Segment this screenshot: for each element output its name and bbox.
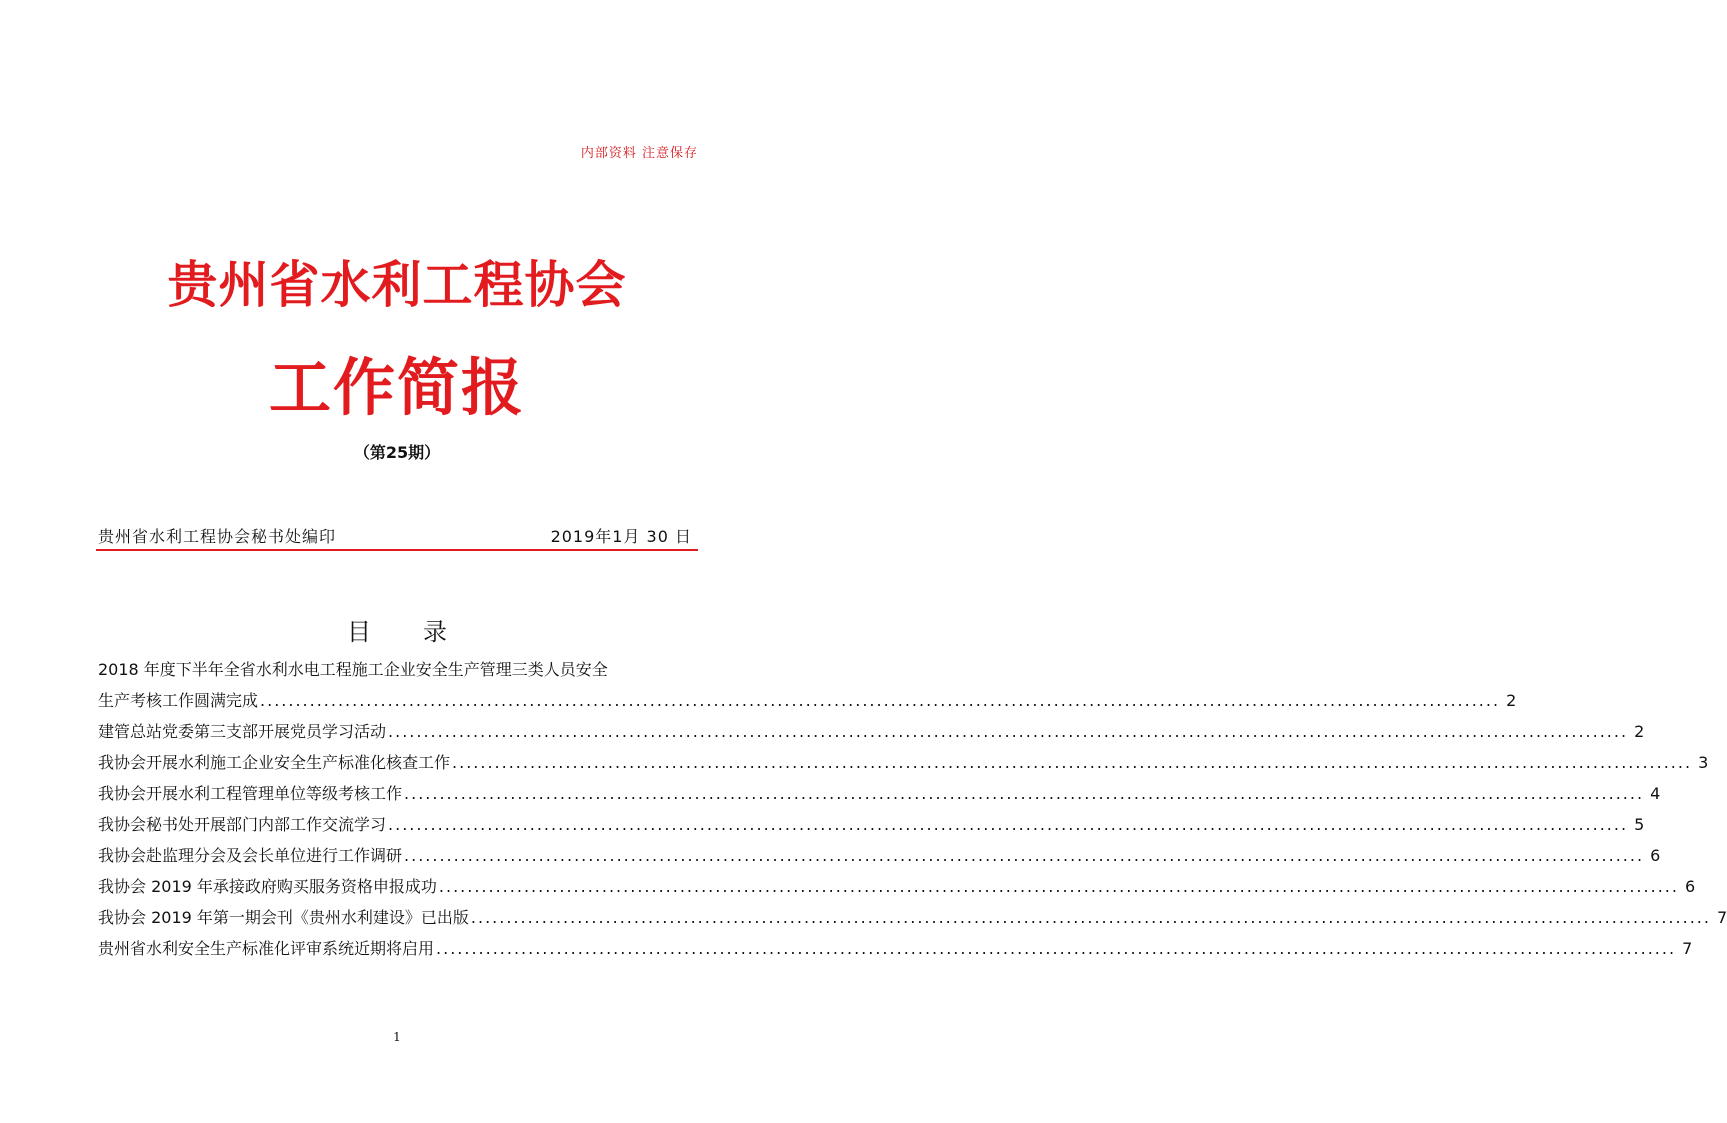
toc-item-title: 我协会开展水利施工企业安全生产标准化核查工作 — [98, 753, 451, 772]
toc-item-title: 我协会赴监理分会及会长单位进行工作调研 — [98, 846, 403, 865]
toc-leader-dots — [436, 933, 1676, 964]
toc-item-page: 5 — [1634, 815, 1645, 834]
red-divider — [96, 549, 698, 551]
toc-item-page: 4 — [1650, 784, 1661, 803]
toc-item-title: 贵州省水利安全生产标准化评审系统近期将启用 — [98, 939, 435, 958]
toc-item-8[interactable] — [98, 902, 1727, 933]
toc-heading — [0, 612, 794, 647]
toc-item-7[interactable] — [98, 871, 1696, 902]
issue-number: （第25期） — [353, 443, 441, 462]
toc-item-page: 6 — [1650, 846, 1661, 865]
toc-item-4[interactable] — [98, 778, 1661, 809]
toc-item-title: 生产考核工作圆满完成 — [98, 691, 259, 710]
page-number: 1 — [393, 1030, 401, 1044]
bulletin-title: 工作简报 — [268, 351, 525, 424]
toc-item-page: 6 — [1684, 877, 1696, 896]
table-of-contents — [98, 654, 1727, 964]
toc-item-page: 2 — [1634, 722, 1645, 741]
toc-item-title: 我协会开展水利工程管理单位等级考核工作 — [98, 784, 403, 803]
toc-item-5[interactable] — [98, 809, 1645, 840]
compiled-by: 贵州省水利工程协会秘书处编印 — [98, 527, 337, 546]
toc-item-1-line-1[interactable] — [98, 654, 696, 685]
toc-leader-dots — [260, 685, 1500, 716]
toc-item-title: 我协会 2019 年第一期会刊《贵州水利建设》已出版 — [98, 908, 469, 927]
toc-leader-dots — [471, 902, 1711, 933]
toc-item-title: 我协会 2019 年承接政府购买服务资格申报成功 — [98, 877, 437, 896]
toc-item-page: 7 — [1682, 939, 1693, 958]
toc-leader-dots — [439, 871, 1679, 902]
toc-leader-dots — [404, 778, 1644, 809]
publish-date: 2019年1月 30 日 — [550, 527, 692, 546]
toc-heading-char-2: 录 — [423, 618, 447, 646]
toc-heading-char-1: 目 — [347, 618, 371, 646]
toc-leader-dots — [388, 809, 1628, 840]
toc-item-2[interactable] — [98, 716, 1645, 747]
toc-leader-dots — [452, 747, 1692, 778]
toc-leader-dots — [404, 840, 1644, 871]
toc-item-title: 我协会秘书处开展部门内部工作交流学习 — [98, 815, 387, 834]
toc-leader-dots — [388, 716, 1628, 747]
toc-item-6[interactable] — [98, 840, 1661, 871]
toc-item-page: 2 — [1506, 691, 1517, 710]
toc-item-title-part: 2018 年度下半年全省水利水电工程施工企业安全生产管理三类人员安全 — [98, 660, 608, 679]
toc-item-9[interactable] — [98, 933, 1693, 964]
confidentiality-notice: 内部资料 注意保存 — [580, 146, 698, 161]
toc-item-1[interactable] — [98, 685, 1517, 716]
toc-item-3[interactable] — [98, 747, 1709, 778]
toc-item-title: 建管总站党委第三支部开展党员学习活动 — [98, 722, 387, 741]
association-title: 贵州省水利工程协会 — [167, 256, 627, 314]
toc-item-page: 7 — [1716, 908, 1727, 927]
toc-item-page: 3 — [1698, 753, 1709, 772]
